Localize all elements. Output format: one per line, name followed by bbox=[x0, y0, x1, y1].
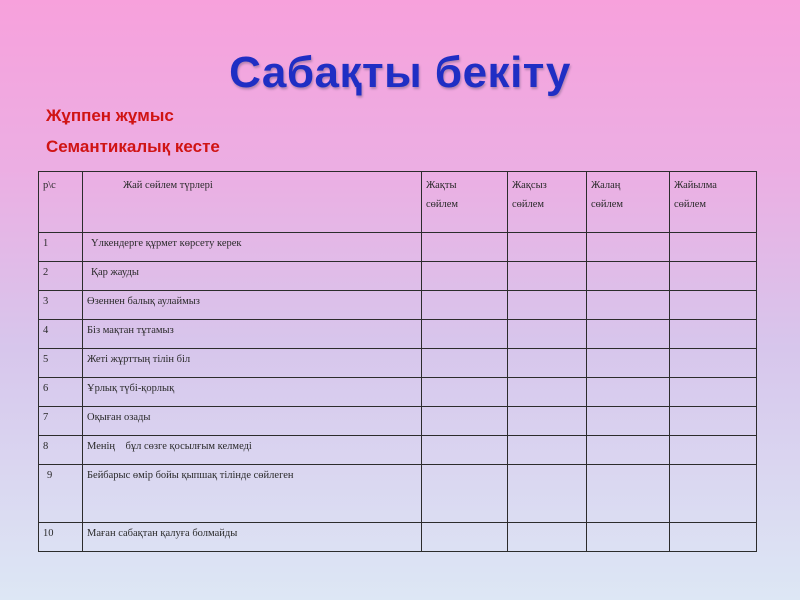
table-row bbox=[39, 262, 757, 291]
cell-positive[interactable] bbox=[422, 320, 508, 349]
table-row bbox=[39, 349, 757, 378]
header-bare-line2: сөйлем bbox=[591, 199, 624, 210]
row-sentence: Менің бұл сөзге қосылғым келмеді bbox=[83, 436, 422, 465]
cell-extended[interactable] bbox=[670, 378, 757, 407]
row-num: 1 bbox=[39, 233, 83, 262]
semantic-table bbox=[38, 171, 757, 552]
header-positive-line2: сөйлем bbox=[426, 199, 459, 210]
cell-positive[interactable] bbox=[422, 262, 508, 291]
header-sentence-types-label: Жай сөйлем түрлері bbox=[123, 180, 213, 191]
cell-negative[interactable] bbox=[508, 262, 587, 291]
header-bare-line1: Жалаң bbox=[591, 180, 621, 191]
cell-extended[interactable] bbox=[670, 407, 757, 436]
cell-negative[interactable] bbox=[508, 407, 587, 436]
cell-bare[interactable] bbox=[587, 436, 670, 465]
cell-negative[interactable] bbox=[508, 465, 587, 523]
cell-extended[interactable] bbox=[670, 262, 757, 291]
cell-positive[interactable] bbox=[422, 407, 508, 436]
cell-negative[interactable] bbox=[508, 233, 587, 262]
table-row bbox=[39, 233, 757, 262]
row-num: 2 bbox=[39, 262, 83, 291]
cell-positive[interactable] bbox=[422, 349, 508, 378]
row-sentence: Маған сабақтан қалуға болмайды bbox=[83, 523, 422, 552]
table-row bbox=[39, 378, 757, 407]
table-row bbox=[39, 320, 757, 349]
cell-negative[interactable] bbox=[508, 349, 587, 378]
row-num bbox=[39, 465, 83, 523]
cell-positive[interactable] bbox=[422, 523, 508, 552]
header-negative-sentence bbox=[508, 172, 587, 233]
table-row bbox=[39, 465, 757, 523]
cell-bare[interactable] bbox=[587, 320, 670, 349]
header-positive-line1: Жақты bbox=[426, 180, 457, 191]
cell-extended[interactable] bbox=[670, 291, 757, 320]
cell-extended[interactable] bbox=[670, 233, 757, 262]
cell-bare[interactable] bbox=[587, 291, 670, 320]
row-sentence-text: Қар жауды bbox=[91, 267, 139, 278]
row-num: 5 bbox=[39, 349, 83, 378]
cell-negative[interactable] bbox=[508, 378, 587, 407]
cell-negative[interactable] bbox=[508, 436, 587, 465]
row-num: 3 bbox=[39, 291, 83, 320]
cell-extended[interactable] bbox=[670, 465, 757, 523]
table-row bbox=[39, 291, 757, 320]
header-num: р\с bbox=[39, 172, 83, 233]
cell-positive[interactable] bbox=[422, 436, 508, 465]
table-row bbox=[39, 407, 757, 436]
row-sentence: Біз мақтан тұтамыз bbox=[83, 320, 422, 349]
row-sentence: Өзеннен балық аулаймыз bbox=[83, 291, 422, 320]
table-header-row bbox=[39, 172, 757, 233]
cell-extended[interactable] bbox=[670, 320, 757, 349]
cell-positive[interactable] bbox=[422, 291, 508, 320]
cell-bare[interactable] bbox=[587, 378, 670, 407]
row-sentence: Бейбарыс өмір бойы қыпшақ тілінде сөйлеген bbox=[83, 465, 422, 523]
row-num: 6 bbox=[39, 378, 83, 407]
header-negative-line2: сөйлем bbox=[512, 199, 545, 210]
cell-positive[interactable] bbox=[422, 233, 508, 262]
header-extended-sentence bbox=[670, 172, 757, 233]
header-negative-line1: Жақсыз bbox=[512, 180, 547, 191]
cell-bare[interactable] bbox=[587, 523, 670, 552]
row-sentence: Оқыған озады bbox=[83, 407, 422, 436]
table-row bbox=[39, 436, 757, 465]
header-extended-line1: Жайылма bbox=[674, 180, 717, 191]
row-sentence: Ұрлық түбі-қорлық bbox=[83, 378, 422, 407]
row-num: 4 bbox=[39, 320, 83, 349]
cell-bare[interactable] bbox=[587, 407, 670, 436]
cell-bare[interactable] bbox=[587, 349, 670, 378]
cell-extended[interactable] bbox=[670, 436, 757, 465]
task-label-semantic-table: Семантикалық кесте bbox=[46, 137, 220, 156]
cell-extended[interactable] bbox=[670, 349, 757, 378]
cell-negative[interactable] bbox=[508, 523, 587, 552]
cell-bare[interactable] bbox=[587, 465, 670, 523]
cell-bare[interactable] bbox=[587, 233, 670, 262]
header-extended-line2: сөйлем bbox=[674, 199, 707, 210]
row-num-text: 9 bbox=[47, 470, 53, 481]
cell-positive[interactable] bbox=[422, 465, 508, 523]
row-num: 7 bbox=[39, 407, 83, 436]
row-num: 10 bbox=[39, 523, 83, 552]
header-positive-sentence bbox=[422, 172, 508, 233]
task-label-pair-work: Жұппен жұмыс bbox=[46, 106, 174, 125]
row-sentence-text: Үлкендерге құрмет көрсету керек bbox=[91, 238, 242, 249]
cell-positive[interactable] bbox=[422, 378, 508, 407]
cell-extended[interactable] bbox=[670, 523, 757, 552]
slide-title: Сабақты бекіту bbox=[229, 48, 571, 97]
row-sentence bbox=[83, 233, 422, 262]
row-sentence bbox=[83, 262, 422, 291]
cell-negative[interactable] bbox=[508, 320, 587, 349]
table-row bbox=[39, 523, 757, 552]
header-sentence-types bbox=[83, 172, 422, 233]
cell-negative[interactable] bbox=[508, 291, 587, 320]
header-bare-sentence bbox=[587, 172, 670, 233]
row-num: 8 bbox=[39, 436, 83, 465]
cell-bare[interactable] bbox=[587, 262, 670, 291]
row-sentence: Жеті жұрттың тілін біл bbox=[83, 349, 422, 378]
